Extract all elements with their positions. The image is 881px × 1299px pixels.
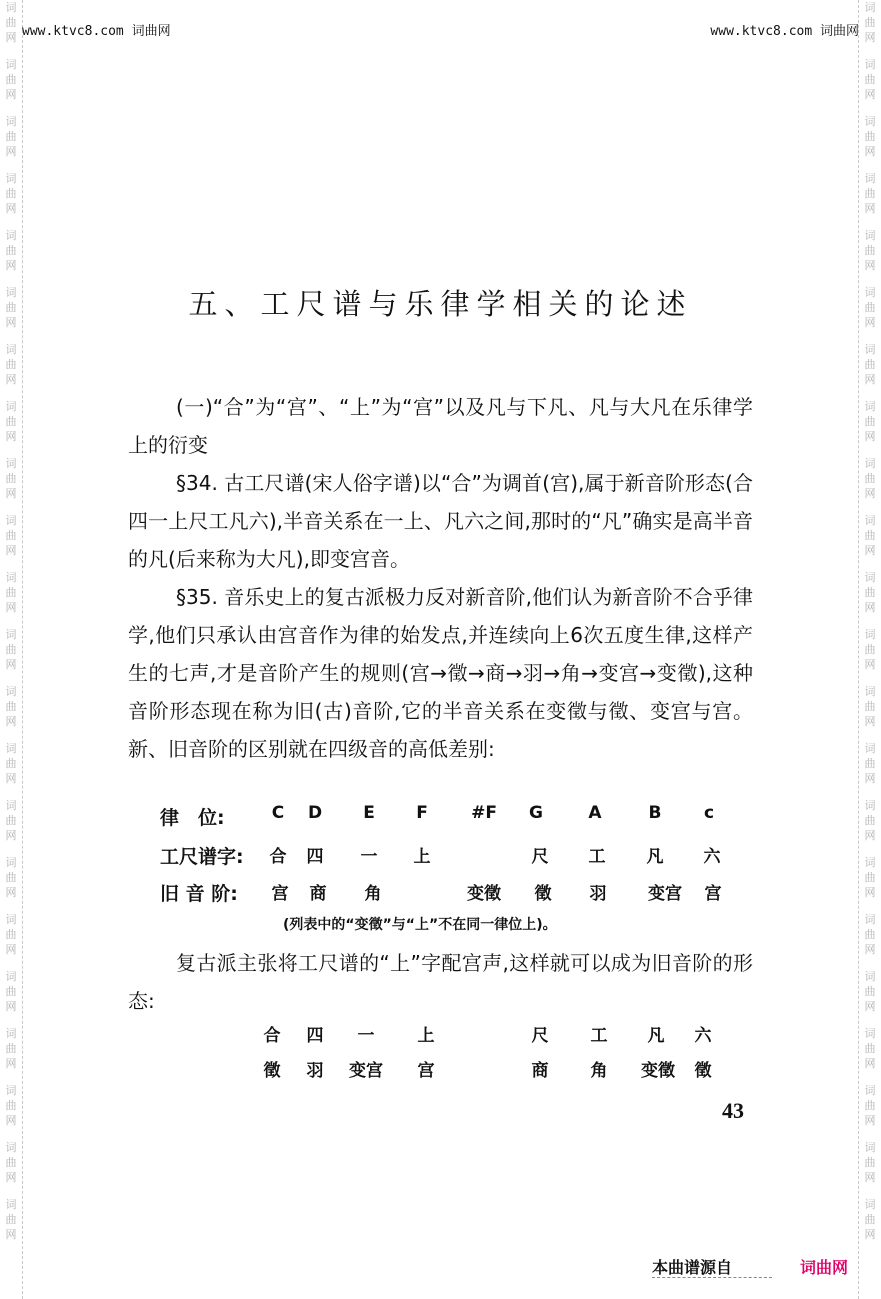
- table-cell: c: [703, 803, 715, 823]
- table-cell: 徵: [694, 1061, 712, 1081]
- watermark-text: 词 曲 网: [864, 1, 876, 44]
- page-title: 五、工尺谱与乐律学相关的论述: [188, 287, 693, 321]
- table-cell: C: [271, 803, 285, 823]
- table-cell: 商: [531, 1061, 549, 1081]
- watermark-text: 词 曲 网: [5, 913, 17, 956]
- table-cell: G: [529, 803, 543, 823]
- table-cell: 尺: [531, 847, 549, 867]
- table-cell: 四: [306, 847, 324, 867]
- watermark-text: 词 曲 网: [864, 685, 876, 728]
- table-cell: B: [648, 803, 662, 823]
- table-cell: 变徵: [641, 1061, 675, 1081]
- table-cell: #F: [471, 803, 497, 823]
- table1-row-old-scale: [0, 879, 881, 909]
- watermark-text: 词 曲 网: [5, 514, 17, 557]
- watermark-text: 词 曲 网: [864, 913, 876, 956]
- watermark-text: 词 曲 网: [5, 229, 17, 272]
- watermark-text: 词 曲 网: [5, 400, 17, 443]
- header-url-right[interactable]: www.ktvc8.com 词曲网: [710, 24, 859, 39]
- row-label: 工尺谱字:: [160, 846, 244, 868]
- watermark-text: 词 曲 网: [5, 856, 17, 899]
- watermark-text: 词 曲 网: [864, 1198, 876, 1241]
- watermark-text: 词 曲 网: [864, 229, 876, 272]
- row-label: 旧 音 阶:: [160, 883, 238, 905]
- table-note: (列表中的“变徵”与“上”不在同一律位上)。: [283, 917, 557, 933]
- table-cell: 徵: [534, 884, 552, 904]
- table-cell: 商: [309, 884, 327, 904]
- subheading: (一)“合”为“宫”、“上”为“宫”以及凡与下凡、凡与大凡在乐律学上的衍变: [128, 395, 753, 457]
- watermark-text: 词 曲 网: [864, 742, 876, 785]
- watermark-text: 词 曲 网: [864, 58, 876, 101]
- table-cell: 一: [360, 847, 378, 867]
- left-watermark-strip: [0, 0, 23, 1299]
- table1-row-gongche: [0, 842, 881, 872]
- footer-brand-link[interactable]: 词曲网: [800, 1258, 849, 1277]
- watermark-text: 词 曲 网: [5, 58, 17, 101]
- watermark-text: 词 曲 网: [5, 343, 17, 386]
- right-watermark-strip: [858, 0, 881, 1299]
- table-cell: A: [588, 803, 602, 823]
- table-cell: 凡: [646, 847, 664, 867]
- watermark-text: 词 曲 网: [5, 1027, 17, 1070]
- table-cell: 四: [306, 1026, 324, 1046]
- watermark-text: 词 曲 网: [864, 1141, 876, 1184]
- watermark-text: 词 曲 网: [864, 799, 876, 842]
- watermark-text: 词 曲 网: [5, 1, 17, 44]
- watermark-text: 词 曲 网: [5, 286, 17, 329]
- watermark-text: 词 曲 网: [864, 514, 876, 557]
- watermark-text: 词 曲 网: [864, 856, 876, 899]
- watermark-text: 词 曲 网: [5, 571, 17, 614]
- watermark-text: 词 曲 网: [5, 685, 17, 728]
- paragraph-35: §35. 音乐史上的复古派极力反对新音阶,他们认为新音阶不合乎律学,他们只承认由宫音作为律的始发点,并连续向上6次五度生律,这样产生的七声,才是音阶产生的规则(宫→徵→商→羽→角→变宫→变徵),这种音阶形态现在称为旧(古)音阶,它的半音关系在变徵与徵、变宫与宫。新、旧音阶的区别就在四级音的高低差别:: [128, 585, 753, 761]
- table-cell: 一: [357, 1026, 375, 1046]
- watermark-text: 词 曲 网: [864, 628, 876, 671]
- table-cell: 宫: [704, 884, 722, 904]
- table-cell: 六: [694, 1026, 712, 1046]
- table1-note-row: [0, 914, 881, 944]
- watermark-text: 词 曲 网: [864, 970, 876, 1013]
- watermark-text: 词 曲 网: [864, 343, 876, 386]
- watermark-text: 词 曲 网: [5, 970, 17, 1013]
- table-cell: E: [363, 803, 375, 823]
- watermark-text: 词 曲 网: [5, 172, 17, 215]
- table-cell: 角: [364, 884, 382, 904]
- watermark-text: 词 曲 网: [864, 400, 876, 443]
- watermark-text: 词 曲 网: [5, 115, 17, 158]
- watermark-text: 词 曲 网: [864, 1084, 876, 1127]
- table2-row-scale: [0, 1056, 881, 1086]
- table1-row-pitch: [0, 803, 881, 833]
- table-cell: 尺: [531, 1026, 549, 1046]
- watermark-text: 词 曲 网: [864, 286, 876, 329]
- table-cell: 变宫: [349, 1061, 383, 1081]
- table-cell: 角: [590, 1061, 608, 1081]
- table-cell: D: [307, 803, 323, 823]
- watermark-text: 词 曲 网: [5, 1084, 17, 1127]
- page-number: 43: [722, 1098, 744, 1123]
- footer-source-label: 本曲谱源自: [652, 1258, 733, 1277]
- watermark-text: 词 曲 网: [864, 1027, 876, 1070]
- table-cell: 宫: [417, 1061, 435, 1081]
- table-cell: 工: [590, 1026, 608, 1046]
- watermark-text: 词 曲 网: [864, 457, 876, 500]
- watermark-text: 词 曲 网: [5, 628, 17, 671]
- table-cell: 宫: [271, 884, 289, 904]
- table-cell: F: [416, 803, 428, 823]
- table-cell: 凡: [647, 1026, 665, 1046]
- table-cell: 徵: [263, 1061, 281, 1081]
- paragraph-34: §34. 古工尺谱(宋人俗字谱)以“合”为调首(宫),属于新音阶形态(合四一上尺工凡六),半音关系在一上、凡六之间,那时的“凡”确实是高半音的凡(后来称为大凡),即变宫音。: [128, 471, 753, 571]
- watermark-text: 词 曲 网: [864, 172, 876, 215]
- watermark-text: 词 曲 网: [864, 115, 876, 158]
- table-cell: 合: [263, 1026, 281, 1046]
- table-cell: 羽: [589, 884, 607, 904]
- watermark-text: 词 曲 网: [5, 1198, 17, 1241]
- header-url-left[interactable]: www.ktvc8.com 词曲网: [22, 24, 171, 39]
- table-cell: 变徵: [467, 884, 501, 904]
- table-cell: 合: [269, 847, 287, 867]
- paragraph-fugu: 复古派主张将工尺谱的“上”字配宫声,这样就可以成为旧音阶的形态:: [128, 951, 753, 1013]
- table-cell: 六: [703, 847, 721, 867]
- watermark-text: 词 曲 网: [5, 457, 17, 500]
- watermark-text: 词 曲 网: [5, 742, 17, 785]
- watermark-text: 词 曲 网: [864, 571, 876, 614]
- table-cell: 上: [417, 1026, 435, 1046]
- table-cell: 工: [588, 847, 606, 867]
- watermark-text: 词 曲 网: [5, 799, 17, 842]
- footer-divider: [652, 1277, 772, 1278]
- row-label: 律 位:: [160, 807, 225, 829]
- watermark-text: 词 曲 网: [5, 1141, 17, 1184]
- table-cell: 上: [413, 847, 431, 867]
- table-cell: 羽: [306, 1061, 324, 1081]
- table-cell: 变宫: [648, 884, 682, 904]
- table2-row-gongche: [0, 1021, 881, 1051]
